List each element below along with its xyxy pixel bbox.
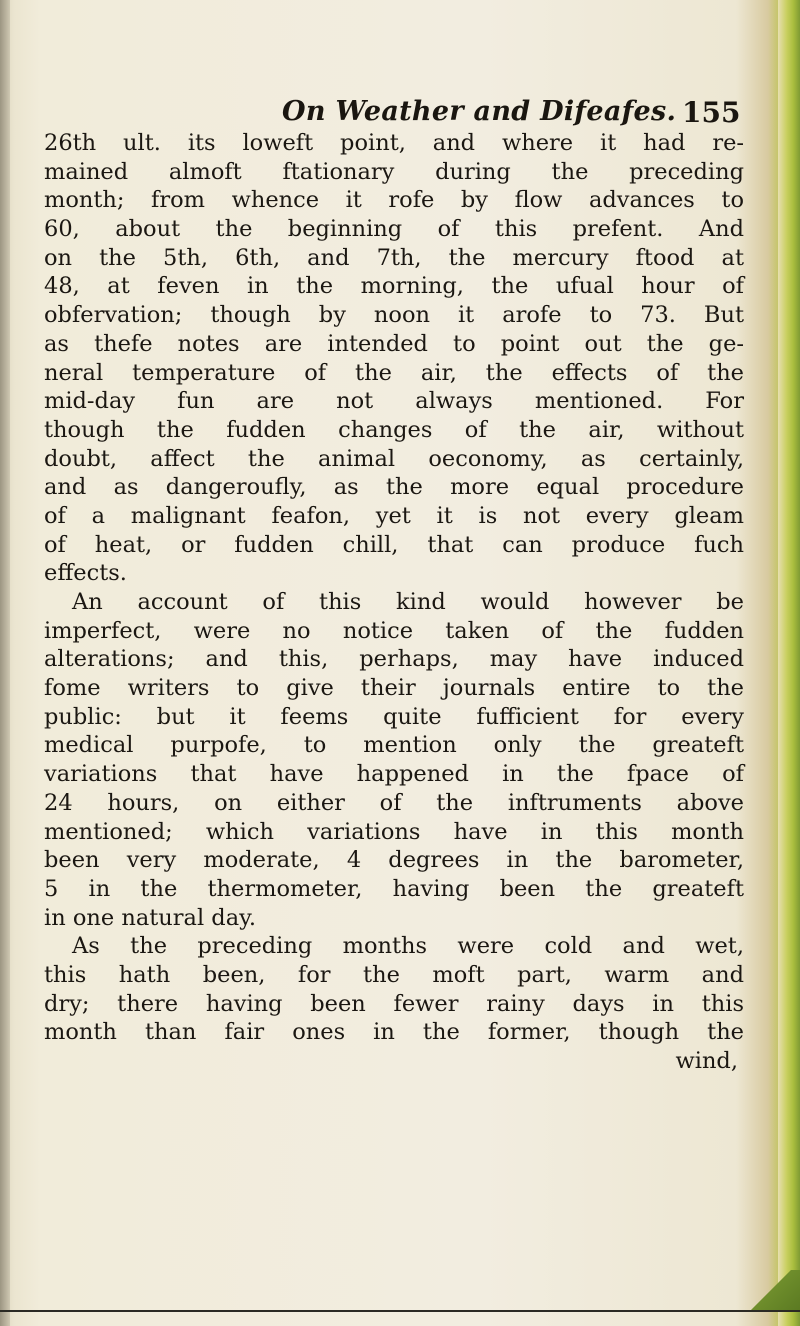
text-line: as thefe notes are intended to point out the ge- [44, 330, 744, 357]
page-gutter-shadow [0, 0, 10, 1326]
page-edge-stain [778, 0, 800, 1326]
text-line: neral temperature of the air, the effects of the [44, 359, 744, 386]
scan-bottom-edge [0, 1310, 800, 1312]
page-number: 155 [682, 96, 741, 129]
text-line: medical purpofe, to mention only the greateft [44, 732, 744, 759]
text-line: public: but it feems quite fufficient for every [44, 703, 744, 730]
text-line: 24 hours, on either of the inftruments above [44, 789, 744, 816]
text-line: mained almoft ftationary during the preceding [44, 158, 744, 185]
text-line: of a malignant feafon, yet it is not every gleam [44, 502, 744, 529]
text-line: on the 5th, 6th, and 7th, the mercury ftood at [44, 244, 744, 271]
text-line: of heat, or fudden chill, that can produce fuch [44, 531, 744, 558]
text-line: in one natural day. [44, 904, 256, 931]
text-line: imperfect, were no notice taken of the fudden [44, 617, 744, 644]
text-line: mentioned; which variations have in this month [44, 818, 744, 845]
text-line: though the fudden changes of the air, without [44, 416, 744, 443]
catchword: wind, [675, 1048, 738, 1074]
text-line: this hath been, for the moft part, warm and [44, 961, 744, 988]
text-line: been very moderate, 4 degrees in the barometer, [44, 847, 744, 874]
page-corner-fold [750, 1270, 800, 1310]
running-title: On Weather and Difeafes. [282, 96, 677, 127]
text-line: 5 in the thermometer, having been the greateft [44, 875, 744, 902]
text-line: 48, at feven in the morning, the ufual hour of [44, 273, 744, 300]
text-line: and as dangeroufly, as the more equal procedure [44, 474, 744, 501]
text-line: dry; there having been fewer rainy days in this [44, 990, 744, 1017]
text-line: month than fair ones in the former, though the [44, 1019, 744, 1046]
text-line: month; from whence it rofe by flow advances to [44, 187, 744, 214]
text-line: obfervation; though by noon it arofe to 73. But [44, 302, 744, 329]
body-text [44, 129, 744, 1076]
text-line: 60, about the beginning of this prefent. And [44, 216, 744, 243]
text-line: 26th ult. its loweft point, and where it had re- [44, 130, 744, 156]
text-line: alterations; and this, perhaps, may have induced [44, 646, 744, 673]
text-line: doubt, affect the animal oeconomy, as certainly, [44, 445, 744, 472]
text-line: effects. [44, 560, 127, 587]
text-line: An account of this kind would however be [72, 589, 744, 615]
text-line: variations that have happened in the fpace of [44, 761, 744, 788]
text-line: As the preceding months were cold and wet, [72, 933, 744, 960]
text-line: mid-day fun are not always mentioned. For [44, 388, 744, 415]
text-line: fome writers to give their journals entire to the [44, 675, 744, 702]
